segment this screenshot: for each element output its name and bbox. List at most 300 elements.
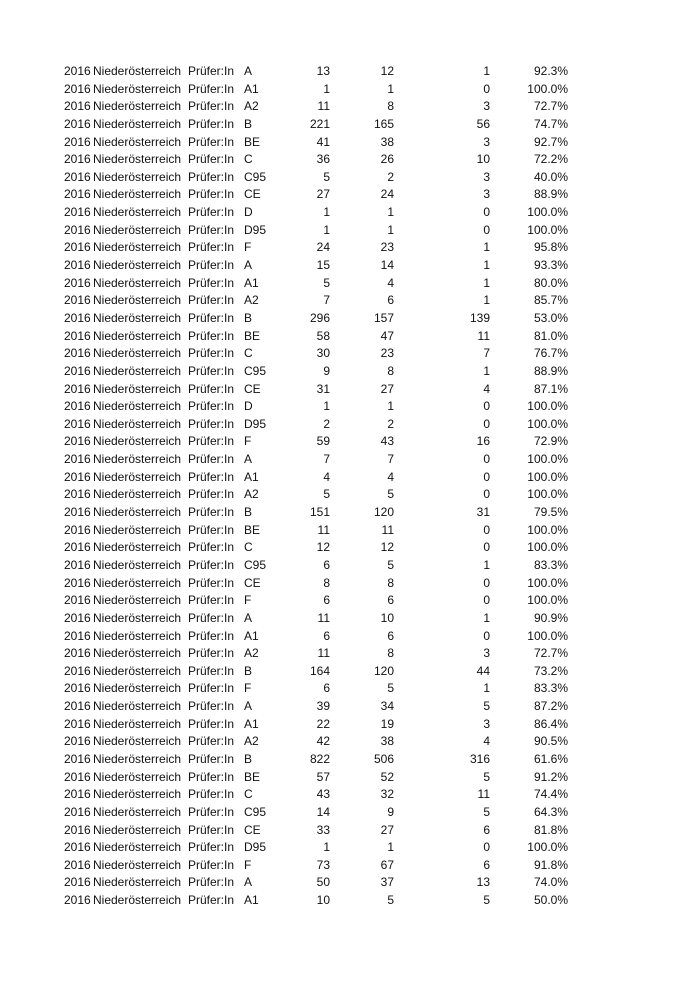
cell-role: Prüfer:In	[188, 593, 235, 608]
cell-passed: 34	[380, 699, 394, 714]
cell-total: 41	[316, 134, 330, 149]
cell-passed: 23	[380, 240, 394, 255]
cell-total: 6	[323, 557, 330, 572]
table-row	[0, 539, 700, 557]
table-row	[0, 645, 700, 663]
cell-region: Niederösterreich	[93, 310, 182, 325]
cell-pass-rate: 100.0%	[527, 222, 568, 237]
table-row	[0, 363, 700, 381]
cell-year: 2016	[64, 381, 91, 396]
cell-pass-rate: 93.3%	[533, 258, 568, 273]
cell-passed: 38	[380, 734, 394, 749]
cell-passed: 8	[387, 575, 394, 590]
cell-total: 13	[316, 64, 330, 78]
cell-passed: 1	[387, 222, 394, 237]
cell-total: 11	[317, 610, 330, 625]
cell-pass-rate: 88.9%	[533, 363, 568, 378]
cell-total: 5	[323, 487, 330, 502]
cell-license-class: A1	[244, 716, 259, 731]
cell-passed: 2	[387, 169, 394, 184]
cell-region: Niederösterreich	[93, 416, 182, 431]
cell-passed: 1	[387, 81, 394, 96]
cell-year: 2016	[64, 699, 91, 714]
table-row	[0, 857, 700, 875]
cell-license-class: C	[244, 540, 253, 555]
cell-pass-rate: 100.0%	[527, 522, 568, 537]
cell-pass-rate: 72.9%	[533, 434, 568, 449]
cell-year: 2016	[64, 346, 91, 361]
cell-pass-rate: 87.1%	[533, 381, 568, 396]
cell-year: 2016	[64, 452, 91, 467]
cell-failed: 31	[476, 505, 490, 520]
cell-total: 5	[323, 275, 330, 290]
cell-total: 5	[323, 169, 330, 184]
cell-pass-rate: 87.2%	[533, 699, 568, 714]
cell-year: 2016	[64, 734, 91, 749]
cell-total: 164	[309, 663, 330, 678]
table-row	[0, 486, 700, 504]
cell-failed: 1	[483, 240, 490, 255]
cell-total: 1	[323, 81, 330, 96]
cell-license-class: CE	[244, 187, 261, 202]
cell-year: 2016	[64, 646, 91, 661]
cell-passed: 8	[387, 646, 394, 661]
cell-region: Niederösterreich	[93, 857, 182, 872]
cell-region: Niederösterreich	[93, 187, 182, 202]
cell-total: 31	[316, 381, 330, 396]
cell-total: 1	[323, 222, 330, 237]
cell-failed: 0	[483, 575, 490, 590]
cell-region: Niederösterreich	[93, 328, 182, 343]
cell-total: 4	[323, 469, 330, 484]
cell-region: Niederösterreich	[93, 205, 182, 220]
table-row	[0, 680, 700, 698]
cell-pass-rate: 90.5%	[533, 734, 568, 749]
cell-passed: 37	[380, 875, 394, 890]
cell-failed: 0	[483, 522, 490, 537]
cell-failed: 0	[483, 487, 490, 502]
cell-failed: 44	[476, 663, 490, 678]
cell-passed: 1	[387, 840, 394, 855]
cell-license-class: D95	[244, 416, 267, 431]
cell-license-class: D	[244, 399, 253, 414]
cell-total: 30	[316, 346, 330, 361]
cell-total: 36	[316, 152, 330, 167]
cell-region: Niederösterreich	[93, 346, 182, 361]
cell-passed: 1	[387, 399, 394, 414]
cell-pass-rate: 100.0%	[527, 416, 568, 431]
cell-total: 50	[316, 875, 330, 890]
cell-region: Niederösterreich	[93, 240, 182, 255]
cell-passed: 2	[387, 416, 394, 431]
cell-year: 2016	[64, 769, 91, 784]
cell-year: 2016	[64, 187, 91, 202]
cell-failed: 0	[483, 540, 490, 555]
cell-failed: 3	[483, 187, 490, 202]
cell-license-class: A1	[244, 81, 259, 96]
cell-total: 6	[323, 593, 330, 608]
cell-failed: 13	[476, 875, 490, 890]
cell-role: Prüfer:In	[188, 575, 235, 590]
cell-pass-rate: 76.7%	[533, 346, 568, 361]
cell-failed: 5	[483, 804, 490, 819]
cell-license-class: A2	[244, 646, 259, 661]
spreadsheet-table	[0, 63, 700, 910]
cell-year: 2016	[64, 293, 91, 308]
cell-passed: 165	[373, 116, 394, 131]
cell-pass-rate: 100.0%	[527, 840, 568, 855]
cell-passed: 23	[380, 346, 394, 361]
cell-total: 9	[323, 363, 330, 378]
cell-role: Prüfer:In	[188, 716, 235, 731]
cell-passed: 24	[380, 187, 394, 202]
cell-passed: 120	[373, 505, 394, 520]
cell-passed: 27	[380, 822, 394, 837]
cell-year: 2016	[64, 804, 91, 819]
cell-total: 1	[323, 399, 330, 414]
cell-year: 2016	[64, 487, 91, 502]
cell-license-class: C95	[244, 804, 267, 819]
cell-failed: 10	[476, 152, 490, 167]
cell-passed: 4	[387, 469, 394, 484]
cell-pass-rate: 91.8%	[533, 857, 568, 872]
cell-pass-rate: 100.0%	[527, 628, 568, 643]
cell-role: Prüfer:In	[188, 734, 235, 749]
cell-year: 2016	[64, 875, 91, 890]
cell-passed: 5	[387, 681, 394, 696]
cell-license-class: A	[244, 64, 253, 78]
cell-total: 10	[316, 893, 330, 908]
cell-region: Niederösterreich	[93, 505, 182, 520]
cell-role: Prüfer:In	[188, 275, 235, 290]
cell-year: 2016	[64, 628, 91, 643]
cell-passed: 5	[387, 893, 394, 908]
table-row	[0, 433, 700, 451]
cell-failed: 1	[483, 681, 490, 696]
cell-license-class: D95	[244, 840, 267, 855]
cell-region: Niederösterreich	[93, 293, 182, 308]
cell-pass-rate: 100.0%	[527, 452, 568, 467]
cell-passed: 32	[380, 787, 394, 802]
cell-region: Niederösterreich	[93, 487, 182, 502]
table-row	[0, 204, 700, 222]
cell-failed: 0	[483, 628, 490, 643]
cell-role: Prüfer:In	[188, 187, 235, 202]
cell-role: Prüfer:In	[188, 610, 235, 625]
cell-license-class: F	[244, 434, 252, 449]
table-row	[0, 81, 700, 99]
cell-failed: 0	[483, 399, 490, 414]
cell-passed: 19	[380, 716, 394, 731]
cell-total: 11	[317, 522, 330, 537]
cell-region: Niederösterreich	[93, 734, 182, 749]
cell-failed: 0	[483, 593, 490, 608]
cell-pass-rate: 95.8%	[533, 240, 568, 255]
cell-license-class: D	[244, 205, 253, 220]
cell-region: Niederösterreich	[93, 64, 182, 78]
cell-pass-rate: 92.7%	[533, 134, 568, 149]
cell-year: 2016	[64, 116, 91, 131]
cell-region: Niederösterreich	[93, 222, 182, 237]
cell-failed: 0	[483, 416, 490, 431]
cell-passed: 1	[387, 205, 394, 220]
cell-total: 221	[309, 116, 330, 131]
cell-failed: 3	[483, 646, 490, 661]
cell-role: Prüfer:In	[188, 434, 235, 449]
cell-license-class: A1	[244, 628, 259, 643]
cell-total: 57	[316, 769, 330, 784]
cell-role: Prüfer:In	[188, 328, 235, 343]
cell-region: Niederösterreich	[93, 646, 182, 661]
table-row	[0, 557, 700, 575]
cell-role: Prüfer:In	[188, 787, 235, 802]
cell-failed: 0	[483, 205, 490, 220]
cell-role: Prüfer:In	[188, 152, 235, 167]
cell-year: 2016	[64, 328, 91, 343]
cell-year: 2016	[64, 575, 91, 590]
cell-failed: 5	[483, 699, 490, 714]
cell-region: Niederösterreich	[93, 381, 182, 396]
cell-region: Niederösterreich	[93, 557, 182, 572]
cell-pass-rate: 61.6%	[533, 751, 568, 766]
cell-region: Niederösterreich	[93, 152, 182, 167]
cell-role: Prüfer:In	[188, 804, 235, 819]
cell-role: Prüfer:In	[188, 505, 235, 520]
cell-region: Niederösterreich	[93, 804, 182, 819]
cell-license-class: F	[244, 857, 252, 872]
cell-role: Prüfer:In	[188, 346, 235, 361]
cell-passed: 6	[387, 293, 394, 308]
cell-role: Prüfer:In	[188, 81, 235, 96]
cell-year: 2016	[64, 857, 91, 872]
cell-year: 2016	[64, 134, 91, 149]
table-row	[0, 416, 700, 434]
cell-region: Niederösterreich	[93, 134, 182, 149]
cell-pass-rate: 81.0%	[533, 328, 568, 343]
cell-pass-rate: 40.0%	[533, 169, 568, 184]
cell-role: Prüfer:In	[188, 205, 235, 220]
cell-year: 2016	[64, 840, 91, 855]
cell-role: Prüfer:In	[188, 134, 235, 149]
cell-role: Prüfer:In	[188, 487, 235, 502]
table-row	[0, 504, 700, 522]
cell-total: 59	[316, 434, 330, 449]
cell-total: 2	[323, 416, 330, 431]
table-row	[0, 239, 700, 257]
cell-total: 296	[309, 310, 330, 325]
cell-region: Niederösterreich	[93, 81, 182, 96]
table-row	[0, 839, 700, 857]
cell-role: Prüfer:In	[188, 769, 235, 784]
cell-license-class: A1	[244, 469, 259, 484]
cell-license-class: C	[244, 787, 253, 802]
cell-failed: 1	[483, 610, 490, 625]
cell-license-class: A	[244, 699, 253, 714]
cell-year: 2016	[64, 152, 91, 167]
cell-pass-rate: 74.0%	[533, 875, 568, 890]
table-row	[0, 222, 700, 240]
cell-year: 2016	[64, 663, 91, 678]
cell-license-class: A	[244, 610, 253, 625]
cell-year: 2016	[64, 205, 91, 220]
cell-pass-rate: 73.2%	[533, 663, 568, 678]
cell-role: Prüfer:In	[188, 893, 235, 908]
table-row	[0, 733, 700, 751]
cell-region: Niederösterreich	[93, 628, 182, 643]
table-row	[0, 151, 700, 169]
cell-region: Niederösterreich	[93, 663, 182, 678]
cell-region: Niederösterreich	[93, 787, 182, 802]
cell-year: 2016	[64, 416, 91, 431]
cell-year: 2016	[64, 787, 91, 802]
cell-pass-rate: 100.0%	[527, 593, 568, 608]
cell-license-class: BE	[244, 134, 261, 149]
cell-failed: 11	[477, 787, 490, 802]
cell-license-class: D95	[244, 222, 267, 237]
cell-role: Prüfer:In	[188, 699, 235, 714]
cell-total: 11	[317, 646, 330, 661]
cell-license-class: A2	[244, 487, 259, 502]
table-row	[0, 804, 700, 822]
cell-role: Prüfer:In	[188, 469, 235, 484]
table-row	[0, 345, 700, 363]
cell-role: Prüfer:In	[188, 258, 235, 273]
table-row	[0, 769, 700, 787]
cell-year: 2016	[64, 610, 91, 625]
cell-license-class: CE	[244, 381, 261, 396]
cell-license-class: CE	[244, 822, 261, 837]
cell-region: Niederösterreich	[93, 751, 182, 766]
cell-total: 7	[323, 452, 330, 467]
cell-year: 2016	[64, 64, 91, 78]
cell-passed: 506	[373, 751, 394, 766]
cell-total: 42	[316, 734, 330, 749]
cell-role: Prüfer:In	[188, 557, 235, 572]
cell-role: Prüfer:In	[188, 363, 235, 378]
cell-year: 2016	[64, 716, 91, 731]
cell-passed: 6	[387, 628, 394, 643]
cell-failed: 3	[483, 99, 490, 114]
cell-role: Prüfer:In	[188, 540, 235, 555]
cell-year: 2016	[64, 399, 91, 414]
table-row	[0, 186, 700, 204]
cell-year: 2016	[64, 557, 91, 572]
cell-license-class: B	[244, 116, 253, 131]
cell-role: Prüfer:In	[188, 681, 235, 696]
cell-failed: 1	[483, 557, 490, 572]
cell-year: 2016	[64, 169, 91, 184]
cell-role: Prüfer:In	[188, 310, 235, 325]
cell-license-class: B	[244, 505, 253, 520]
table-row	[0, 98, 700, 116]
cell-failed: 7	[483, 346, 490, 361]
cell-role: Prüfer:In	[188, 64, 235, 78]
table-row	[0, 469, 700, 487]
cell-failed: 11	[477, 328, 490, 343]
cell-license-class: A2	[244, 293, 259, 308]
cell-license-class: C	[244, 346, 253, 361]
cell-license-class: BE	[244, 522, 261, 537]
table-row	[0, 575, 700, 593]
cell-year: 2016	[64, 99, 91, 114]
cell-failed: 5	[483, 893, 490, 908]
cell-region: Niederösterreich	[93, 840, 182, 855]
cell-total: 24	[316, 240, 330, 255]
cell-region: Niederösterreich	[93, 522, 182, 537]
cell-year: 2016	[64, 505, 91, 520]
cell-role: Prüfer:In	[188, 663, 235, 678]
cell-region: Niederösterreich	[93, 469, 182, 484]
cell-failed: 0	[483, 222, 490, 237]
cell-region: Niederösterreich	[93, 822, 182, 837]
cell-total: 58	[316, 328, 330, 343]
cell-failed: 0	[483, 81, 490, 96]
cell-license-class: A1	[244, 275, 259, 290]
cell-failed: 16	[476, 434, 490, 449]
cell-pass-rate: 88.9%	[533, 187, 568, 202]
cell-failed: 1	[483, 64, 490, 78]
cell-pass-rate: 100.0%	[527, 399, 568, 414]
cell-total: 8	[323, 575, 330, 590]
cell-pass-rate: 92.3%	[533, 64, 568, 78]
cell-passed: 12	[380, 540, 394, 555]
cell-pass-rate: 86.4%	[533, 716, 568, 731]
cell-passed: 5	[387, 487, 394, 502]
cell-failed: 5	[483, 769, 490, 784]
cell-passed: 52	[380, 769, 394, 784]
cell-pass-rate: 53.0%	[533, 310, 568, 325]
cell-failed: 1	[483, 275, 490, 290]
cell-license-class: C	[244, 152, 253, 167]
cell-failed: 6	[483, 822, 490, 837]
table-row	[0, 663, 700, 681]
cell-role: Prüfer:In	[188, 416, 235, 431]
cell-license-class: A	[244, 875, 253, 890]
cell-failed: 0	[483, 469, 490, 484]
cell-pass-rate: 100.0%	[527, 205, 568, 220]
cell-total: 1	[323, 205, 330, 220]
cell-year: 2016	[64, 240, 91, 255]
cell-pass-rate: 100.0%	[527, 81, 568, 96]
table-row	[0, 786, 700, 804]
cell-total: 6	[323, 681, 330, 696]
cell-failed: 6	[483, 857, 490, 872]
cell-total: 33	[316, 822, 330, 837]
cell-role: Prüfer:In	[188, 116, 235, 131]
cell-region: Niederösterreich	[93, 681, 182, 696]
cell-passed: 120	[373, 663, 394, 678]
cell-year: 2016	[64, 522, 91, 537]
cell-license-class: A1	[244, 893, 259, 908]
cell-pass-rate: 83.3%	[533, 681, 568, 696]
table-row	[0, 134, 700, 152]
cell-pass-rate: 80.0%	[533, 275, 568, 290]
cell-pass-rate: 81.8%	[533, 822, 568, 837]
cell-license-class: B	[244, 663, 253, 678]
cell-total: 15	[316, 258, 330, 273]
table-row	[0, 169, 700, 187]
cell-passed: 8	[387, 363, 394, 378]
cell-region: Niederösterreich	[93, 116, 182, 131]
cell-license-class: A	[244, 452, 253, 467]
cell-passed: 38	[380, 134, 394, 149]
cell-year: 2016	[64, 681, 91, 696]
cell-year: 2016	[64, 81, 91, 96]
cell-pass-rate: 72.7%	[533, 99, 568, 114]
cell-passed: 157	[373, 310, 394, 325]
cell-region: Niederösterreich	[93, 363, 182, 378]
cell-passed: 6	[387, 593, 394, 608]
